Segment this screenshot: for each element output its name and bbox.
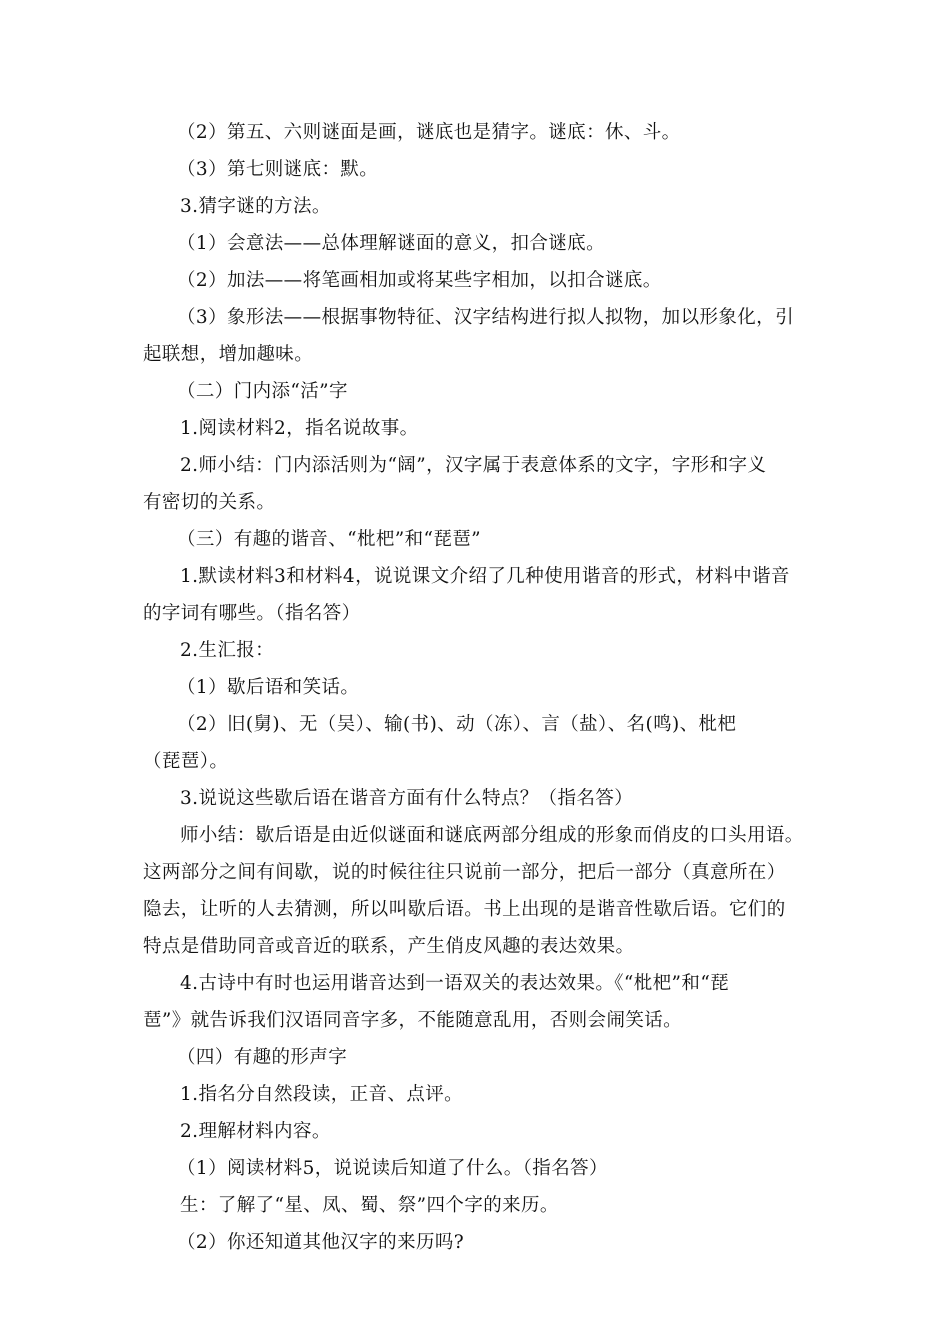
text-line: （1）阅读材料5，说说读后知道了什么。（指名答）	[177, 1158, 608, 1179]
section-heading: （四）有趣的形声字	[177, 1047, 348, 1068]
text-line: 2.生汇报：	[180, 640, 275, 661]
text-line: 琶”》就告诉我们汉语同音字多，不能随意乱用，否则会闹笑话。	[143, 1010, 683, 1031]
text-line: （2）你还知道其他汉字的来历吗?	[177, 1232, 465, 1253]
document-body	[143, 114, 823, 1261]
text-line: （3）第七则谜底：默。	[177, 159, 379, 180]
text-line: 2.师小结：门内添活则为“阔”，汉字属于表意体系的文字，字形和字义	[180, 455, 767, 476]
section-heading: （三）有趣的谐音、“枇杷”和“琵琶”	[177, 529, 482, 550]
text-line: 3.猜字谜的方法。	[180, 196, 331, 217]
text-line: 的字词有哪些。（指名答）	[143, 603, 361, 624]
text-line: 1.默读材料3和材料4，说说课文介绍了几种使用谐音的形式，材料中谐音	[180, 566, 790, 587]
text-line: （2）加法——将笔画相加或将某些字相加，以扣合谜底。	[177, 270, 662, 291]
text-line: 4.古诗中有时也运用谐音达到一语双关的表达效果。《“枇杷”和“琵	[180, 973, 730, 994]
text-line: 隐去，让听的人去猜测，所以叫歇后语。书上出现的是谐音性歇后语。它们的	[143, 899, 786, 920]
text-line: （1）会意法——总体理解谜面的意义，扣合谜底。	[177, 233, 605, 254]
text-line: 3.说说这些歇后语在谐音方面有什么特点？（指名答）	[180, 788, 634, 809]
text-line: （琵琶）。	[143, 751, 229, 772]
text-line: 1.指名分自然段读，正音、点评。	[180, 1084, 464, 1105]
text-line: （3）象形法——根据事物特征、汉字结构进行拟人拟物，加以形象化，引	[177, 307, 794, 328]
text-line: 特点是借助同音或音近的联系，产生俏皮风趣的表达效果。	[143, 936, 635, 957]
text-line: （2）旧(舅)、无（吴）、输(书)、动（冻）、言（盐）、名(鸣)、枇杷	[177, 714, 737, 735]
text-line: 有密切的关系。	[143, 492, 276, 513]
text-line: （2）第五、六则谜面是画，谜底也是猜字。谜底：休、斗。	[177, 122, 681, 143]
text-line: 1.阅读材料2，指名说故事。	[180, 418, 419, 439]
section-heading: （二）门内添“活”字	[177, 381, 348, 402]
text-line: 生：了解了“星、凤、蜀、祭”四个字的来历。	[180, 1195, 559, 1216]
text-line: 起联想，增加趣味。	[143, 344, 314, 365]
text-line: 师小结：歇后语是由近似谜面和谜底两部分组成的形象而俏皮的口头用语。	[180, 825, 804, 846]
text-line: 2.理解材料内容。	[180, 1121, 331, 1142]
text-line: （1）歇后语和笑话。	[177, 677, 360, 698]
text-line: 这两部分之间有间歇，说的时候往往只说前一部分，把后一部分（真意所在）	[143, 862, 786, 883]
